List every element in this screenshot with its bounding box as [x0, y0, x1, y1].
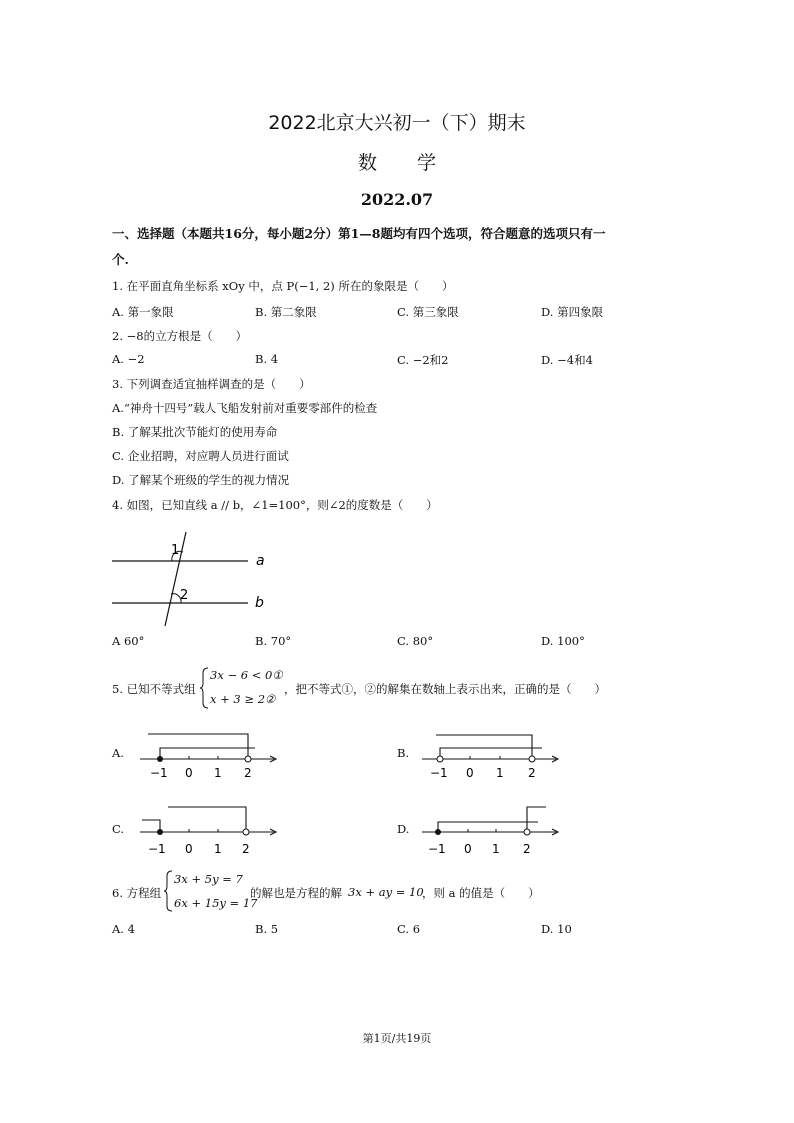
hollow-dot [245, 756, 251, 762]
page-title: 2022北京大兴初一（下）期末 [268, 112, 526, 134]
tick-label: 1 [214, 842, 222, 856]
q5-option-d-numberline [420, 803, 562, 857]
parallel-lines-figure [108, 528, 288, 630]
ray-1 [160, 748, 255, 759]
ray-2 [527, 807, 546, 832]
q1-option-b: B. 第二象限 [255, 305, 317, 319]
tick-label: 2 [523, 842, 531, 856]
q3-option-d: D. 了解某个班级的学生的视力情况 [112, 473, 290, 487]
tick-label: 0 [185, 842, 193, 856]
tick-label: 2 [244, 766, 252, 780]
tick-label: −1 [150, 766, 168, 780]
q4-option-c: C. 80° [397, 634, 434, 648]
question-1-stem: 1. 在平面直角坐标系 xOy 中，点 P(−1, 2) 所在的象限是（ ） [112, 279, 454, 293]
q2-option-d: D. −4和4 [541, 353, 593, 367]
q2-option-a: A. −2 [112, 352, 145, 366]
q5-inequality-1: 3x − 6 < 0① [210, 668, 283, 682]
question-2-stem: 2. −8的立方根是（ ） [112, 329, 248, 343]
ray-1 [440, 748, 542, 759]
q4-option-b: B. 70° [255, 634, 292, 648]
ray-1 [142, 820, 160, 832]
q6-option-b: B. 5 [255, 922, 279, 936]
line-b-label: b [255, 595, 264, 611]
question-3-stem: 3. 下列调查适宜抽样调查的是（ ） [112, 377, 311, 391]
q6-option-c: C. 6 [397, 922, 421, 936]
question-5-stem-pre: 5. 已知不等式组 [112, 682, 196, 696]
tick-label: 0 [466, 766, 474, 780]
tick-label: 1 [214, 766, 222, 780]
section-heading-line2: 个. [112, 252, 129, 267]
hollow-dot [243, 829, 249, 835]
q6-option-a: A. 4 [112, 922, 135, 936]
line-a-label: a [256, 553, 265, 569]
ray-2 [168, 807, 246, 832]
solid-dot [157, 756, 163, 762]
q6-brace [163, 870, 173, 912]
tick-label: 1 [496, 766, 504, 780]
hollow-dot [524, 829, 530, 835]
q6-equation-3: 3x + ay = 10 [348, 885, 424, 899]
solid-dot [157, 829, 163, 835]
q5-option-c-numberline [138, 803, 280, 857]
q1-option-d: D. 第四象限 [541, 305, 604, 319]
q5-option-a-numberline [138, 730, 280, 780]
tick-label: −1 [428, 842, 446, 856]
hollow-dot [437, 756, 443, 762]
q2-option-b: B. 4 [255, 352, 279, 366]
q3-option-c: C. 企业招聘，对应聘人员进行面试 [112, 449, 289, 463]
hollow-dot [529, 756, 535, 762]
question-6-stem-pre: 6. 方程组 [112, 886, 162, 900]
q5-inequality-2: x + 3 ≥ 2② [210, 692, 276, 706]
q5-option-c-label: C. [112, 822, 125, 836]
page-footer: 第1页/共19页 [362, 1032, 432, 1045]
tick-label: 2 [242, 842, 250, 856]
angle-1-label: 1 [171, 543, 180, 558]
ray-2 [148, 734, 248, 759]
question-5-stem-post: ，把不等式①，②的解集在数轴上表示出来，正确的是（ ） [284, 682, 606, 696]
q5-option-d-label: D. [397, 822, 410, 836]
ray-2 [436, 735, 532, 759]
ray-1 [438, 822, 538, 832]
question-4-stem: 4. 如图，已知直线 a // b，∠1=100°，则∠2的度数是（ ） [112, 498, 438, 512]
q6-equation-1: 3x + 5y = 7 [174, 872, 243, 886]
q5-option-b-numberline [420, 730, 562, 780]
q6-equation-2: 6x + 15y = 17 [174, 896, 258, 910]
q2-option-c: C. −2和2 [397, 353, 449, 367]
question-6-stem-post: ，则 a 的值是（ ） [422, 886, 540, 900]
q5-option-a-label: A. [112, 746, 124, 760]
question-6-stem-mid: 的解也是方程的解 [250, 886, 342, 900]
q5-option-b-label: B. [397, 746, 410, 760]
tick-label: −1 [148, 842, 166, 856]
q1-option-a: A. 第一象限 [112, 305, 174, 319]
tick-label: 0 [464, 842, 472, 856]
q3-option-b: B. 了解某批次节能灯的使用寿命 [112, 425, 278, 439]
section-heading-line1: 一、选择题（本题共16分，每小题2分）第1—8题均有四个选项，符合题意的选项只有一 [112, 226, 606, 241]
q4-option-a: A 60° [112, 634, 145, 648]
tick-label: 2 [528, 766, 536, 780]
solid-dot [435, 829, 441, 835]
exam-date: 2022.07 [360, 190, 434, 209]
q5-brace [199, 667, 209, 709]
angle-2-label: 2 [180, 588, 189, 603]
q1-option-c: C. 第三象限 [397, 305, 459, 319]
q3-option-a: A.“神舟十四号”载人飞船发射前对重要零部件的检查 [112, 401, 378, 415]
tick-label: 1 [492, 842, 500, 856]
tick-label: −1 [430, 766, 448, 780]
q6-option-d: D. 10 [541, 922, 572, 936]
q4-option-d: D. 100° [541, 634, 585, 648]
tick-label: 0 [185, 766, 193, 780]
subject-title: 数学 [357, 152, 476, 174]
